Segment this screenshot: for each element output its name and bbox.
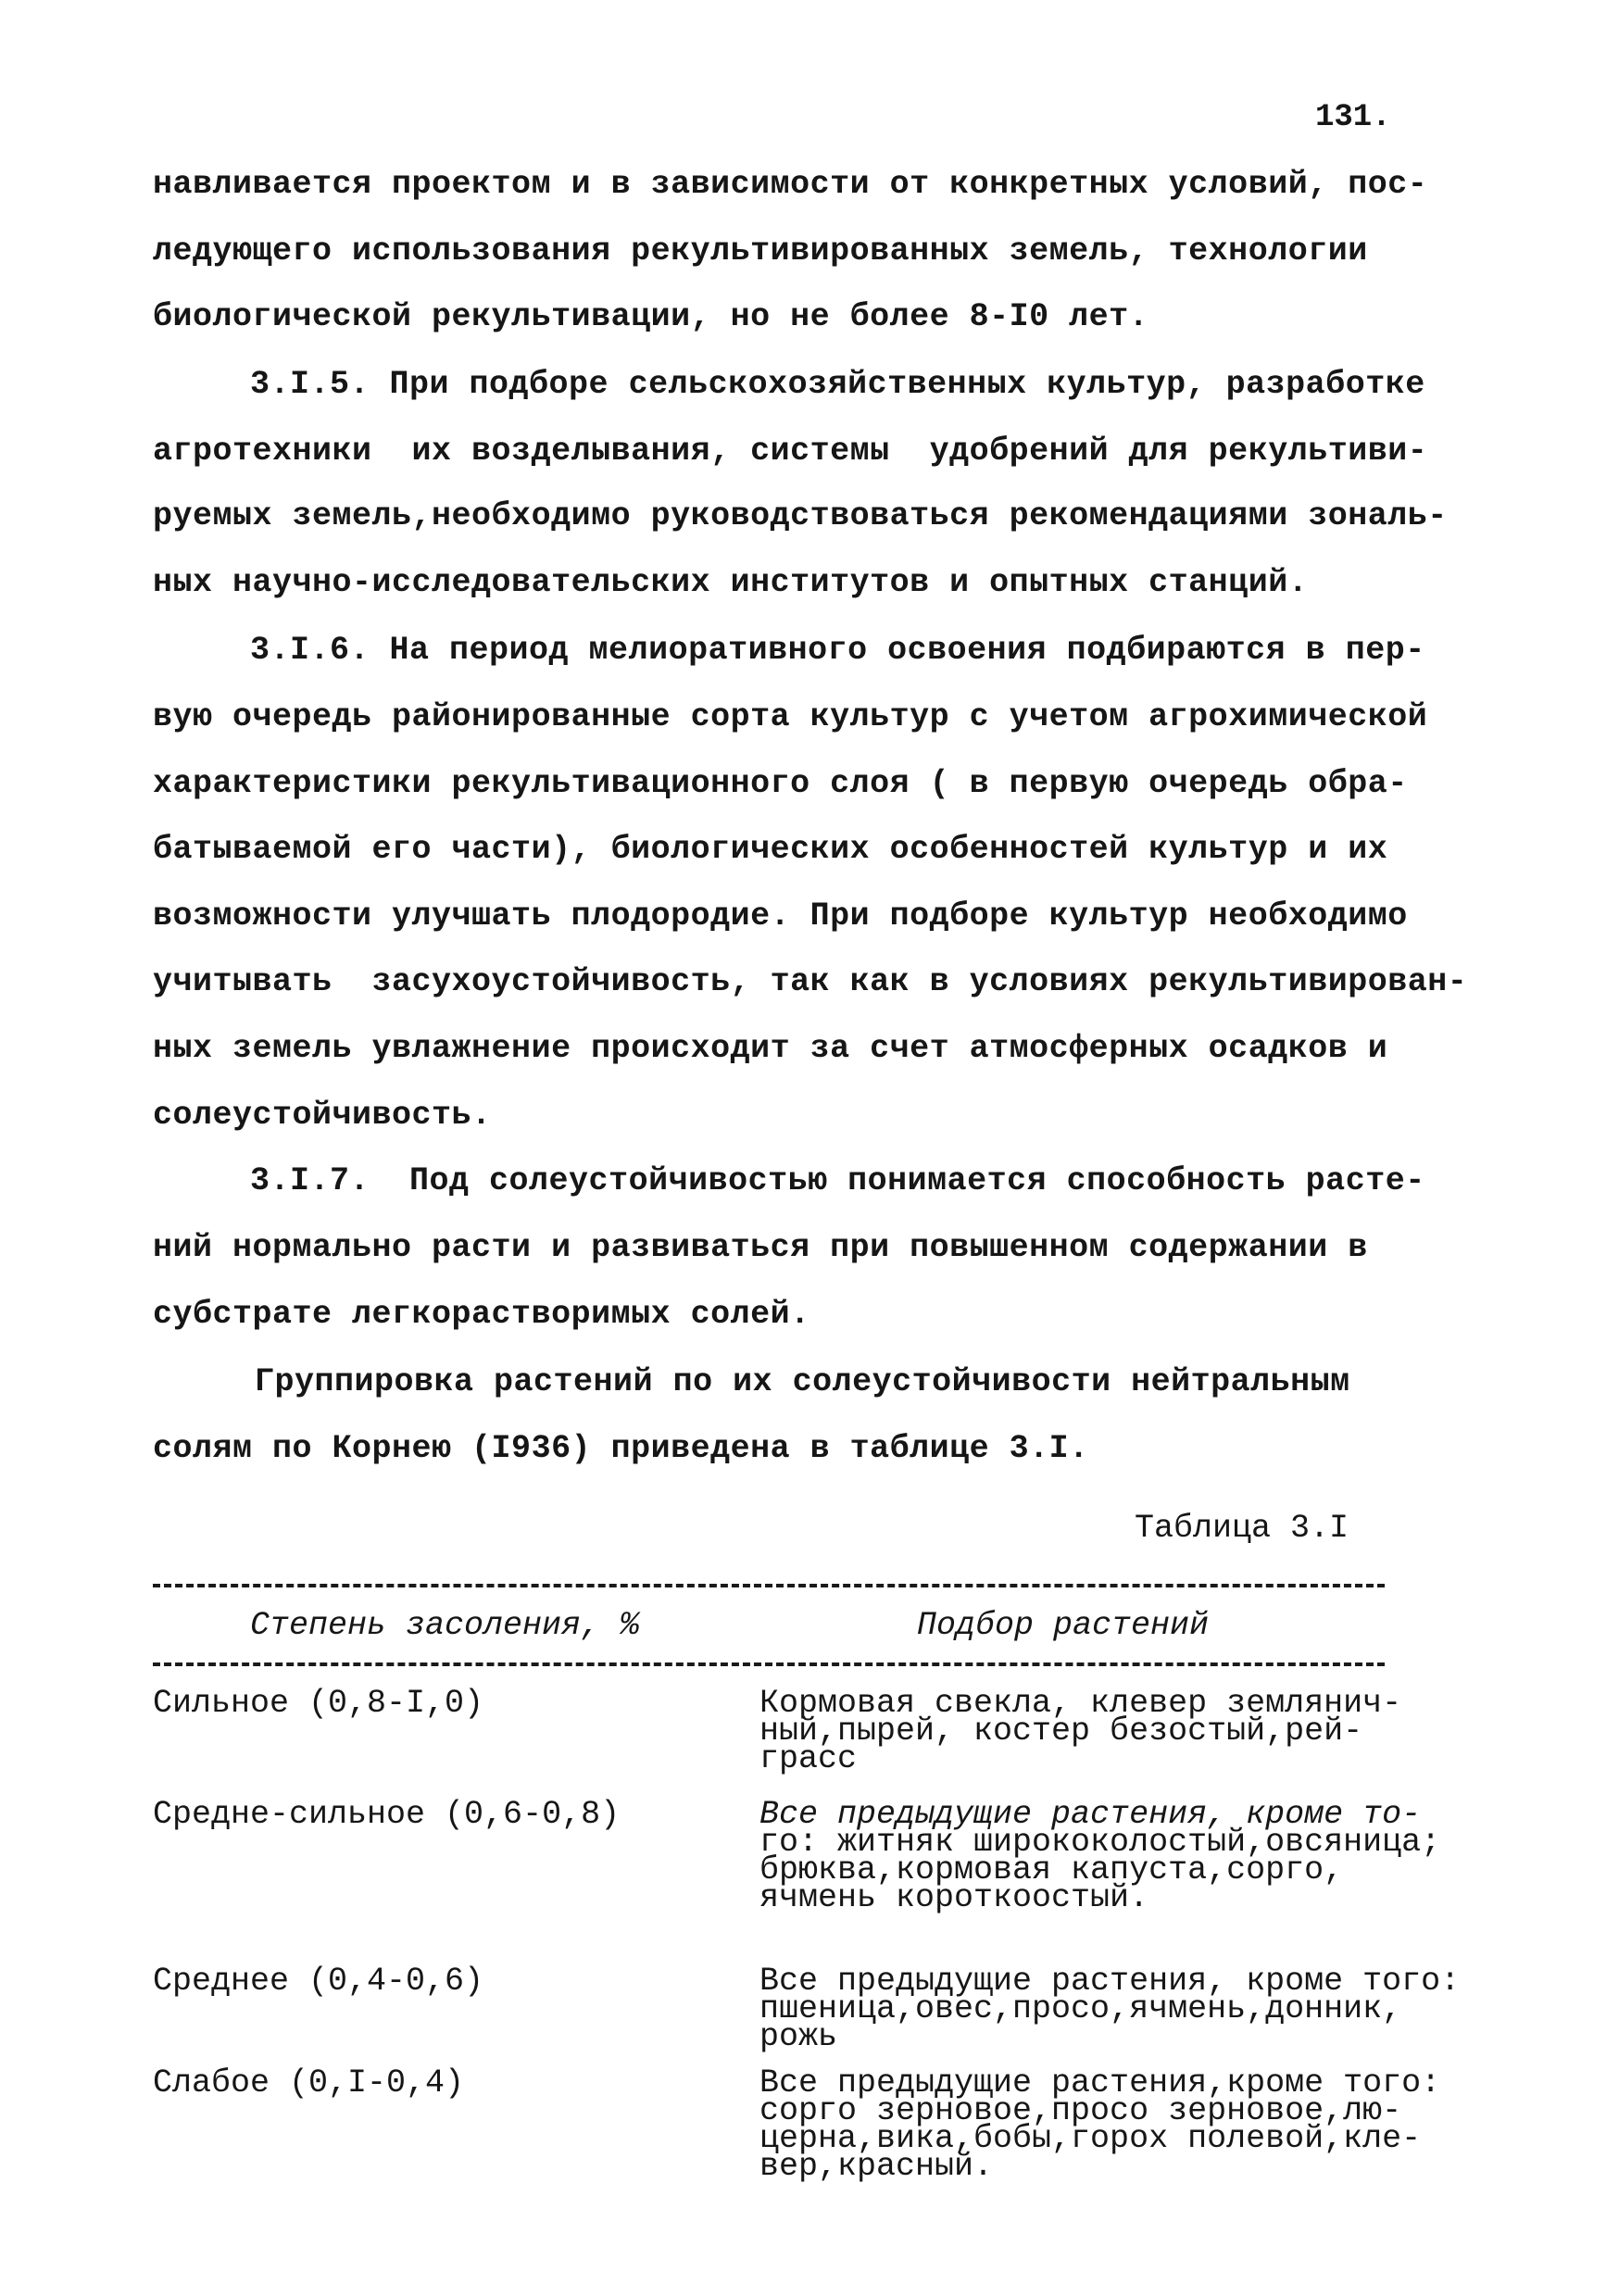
table-cell-plants: брюква,кормовая капуста,сорго,: [759, 1851, 1344, 1888]
table-cell-plants: Все предыдущие растения, кроме того:: [759, 1963, 1461, 2000]
table-cell-plants: грасс: [759, 1740, 858, 1777]
text-line: субстрате легкорастворимых солей.: [153, 1296, 810, 1333]
table-cell-plants: Все предыдущие растения,кроме того:: [759, 2064, 1441, 2102]
paragraph-3-1-6-start: 3.I.6. На период мелиоративного освоения подбираются в пер-: [250, 632, 1425, 669]
table-caption: Таблица 3.I: [1135, 1510, 1349, 1547]
table-cell-plants: ный,пырей, костер безостый,рей-: [759, 1713, 1363, 1750]
text-line: навливается проектом и в зависимости от конкретных условий, пос-: [153, 166, 1428, 203]
paragraph-3-1-5-start: 3.I.5. При подборе сельскохозяйственных культур, разработке: [250, 366, 1425, 403]
text-line: руемых земель,необходимо руководствоваться рекомендациями зональ-: [153, 497, 1448, 534]
table-header-rule: [153, 1662, 1385, 1666]
text-line: ных научно-исследовательских институтов и опытных станций.: [153, 564, 1309, 601]
table-top-rule: [153, 1584, 1385, 1587]
table-cell-degree: Слабое (0,I-0,4): [153, 2064, 465, 2102]
table-cell-plants: Все предыдущие растения, кроме то-: [759, 1796, 1422, 1833]
table-cell-degree: Средне-сильное (0,6-0,8): [153, 1796, 621, 1833]
table-cell-plants: рожь: [759, 2018, 838, 2055]
text-line: солеустойчивость.: [153, 1097, 492, 1134]
text-line: агротехники их возделывания, системы удобрений для рекультиви-: [153, 433, 1428, 470]
text-line: солям по Корнею (I936) приведена в таблице 3.I.: [153, 1430, 1089, 1467]
paragraph-grouping-start: Группировка растений по их солеустойчивости нейтральным: [255, 1363, 1350, 1400]
text-line: батываемой его части), биологических особенностей культур и их: [153, 831, 1388, 868]
table-cell-plants: сорго зерновое,просо зерновое,лю-: [759, 2092, 1402, 2129]
table-cell-degree: Сильное (0,8-I,0): [153, 1685, 484, 1722]
table-cell-plants: Кормовая свекла, клевер землянич-: [759, 1685, 1402, 1722]
table-cell-plants: ячмень короткоостый.: [759, 1879, 1149, 1916]
text-line: биологической рекультивации, но не более 8-I0 лет.: [153, 298, 1149, 335]
text-line: ных земель увлажнение происходит за счет атмосферных осадков и: [153, 1030, 1388, 1067]
table-header-degree: Степень засоления, %: [250, 1607, 640, 1644]
text-line: вую очередь районированные сорта культур с учетом агрохимической: [153, 698, 1428, 735]
table-cell-plants: церна,вика,бобы,горох полевой,кле-: [759, 2120, 1422, 2157]
table-cell-plants: го: житняк ширококолостый,овсяница;: [759, 1824, 1441, 1861]
table-cell-degree: Среднее (0,4-0,6): [153, 1963, 484, 2000]
paragraph-3-1-7-start: 3.I.7. Под солеустойчивостью понимается способность расте-: [250, 1162, 1425, 1199]
page-number: 131.: [1315, 100, 1391, 135]
text-line: учитывать засухоустойчивость, так как в условиях рекультивирован-: [153, 963, 1468, 1000]
text-line: характеристики рекультивационного слоя ( в первую очередь обра-: [153, 765, 1408, 802]
table-header-plants: Подбор растений: [917, 1607, 1210, 1644]
table-cell-plants: пшеница,овес,просо,ячмень,донник,: [759, 1990, 1402, 2027]
text-line: ледующего использования рекультивированных земель, технологии: [153, 232, 1368, 270]
text-line: возможности улучшать плодородие. При подборе культур необходимо: [153, 897, 1408, 935]
table-cell-plants: вер,красный.: [759, 2148, 994, 2185]
text-line: ний нормально расти и развиваться при повышенном содержании в: [153, 1229, 1368, 1266]
